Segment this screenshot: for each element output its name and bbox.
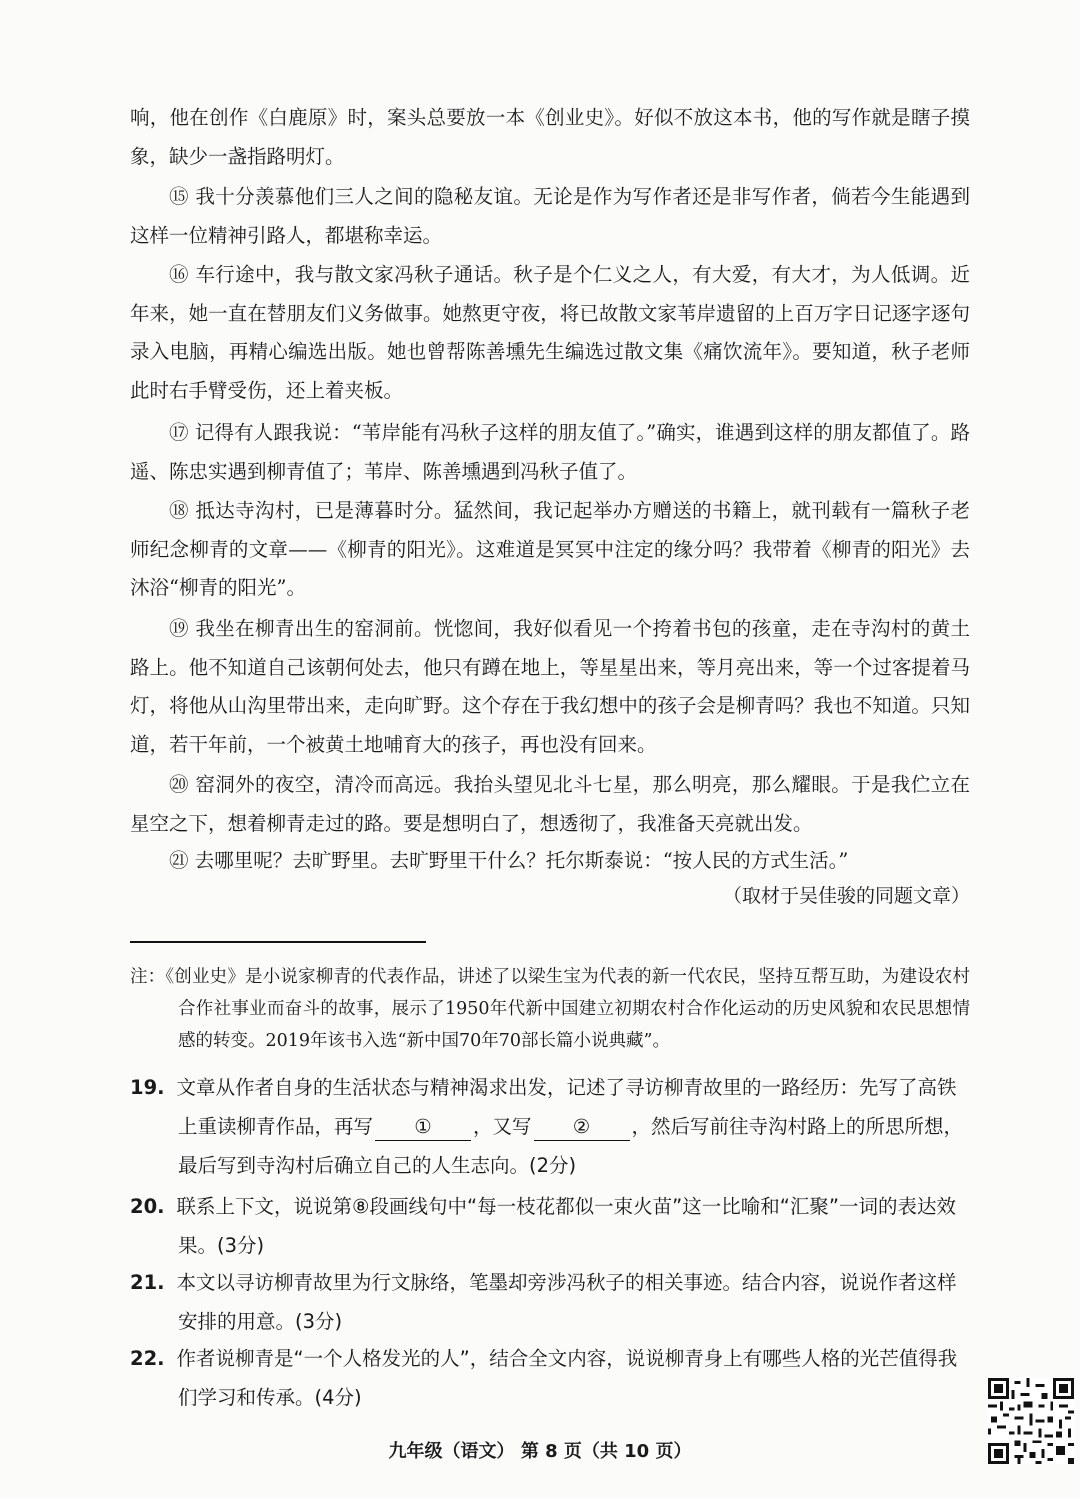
question-text-part1: 文章从作者自身的生活状态与精神渴求出发，记述了寻访柳青故里的一路经历：先写了高铁上重读柳青作品，再写: [176, 1076, 957, 1138]
page-footer: 九年级（语文） 第 8 页（共 10 页）: [388, 1441, 692, 1462]
paragraph-21: ㉑ 去哪里呢？去旷野里。去旷野里干什么？托尔斯泰说：“按人民的方式生活。”: [169, 849, 849, 872]
question-text-part3: ，然后写前往寺沟村路上的所思所想，最后写到寺沟村后确立自己的人生志向。(2分): [178, 1115, 964, 1177]
paragraph-16: ⑯ 车行途中，我与散文家冯秋子通话。秋子是个仁义之人，有大爱，有大才，为人低调。近年来，她一直在替朋友们义务做事。她熬更守夜，将已故散文家苇岸遗留的上百万字日记逐字逐句录入电脑，再精心编选出版。她也曾帮陈善壎先生编选过散文集《痛饮流年》。要知道，秋子老师此时右手臂受伤，还上着夹板。: [130, 263, 970, 402]
answer-blank-2[interactable]: ②: [534, 1114, 630, 1141]
question-number: 22.: [130, 1347, 165, 1370]
question-text-part2: ，又写: [473, 1115, 532, 1138]
question-22: [130, 1339, 975, 1417]
paragraph-17: ⑰ 记得有人跟我说：“苇岸能有冯秋子这样的朋友值了。”确实，谁遇到这样的朋友都值了。路遥、陈忠实遇到柳青值了；苇岸、陈善壎遇到冯秋子值了。: [130, 421, 970, 483]
paragraph-19: ⑲ 我坐在柳青出生的窑洞前。恍惚间，我好似看见一个挎着书包的孩童，走在寺沟村的黄土路上。他不知道自己该朝何处去，他只有蹲在地上，等星星出来，等月亮出来，等一个过客提着马灯，将他从山沟里带出来，走向旷野。这个存在于我幻想中的孩子会是柳青吗？我也不知道。只知道，若干年前，一个被黄土地哺育大的孩子，再也没有回来。: [130, 617, 970, 756]
footnote: 注：《创业史》是小说家柳青的代表作品，讲述了以梁生宝为代表的新一代农民，坚持互帮互助，为建设农村合作社事业而奋斗的故事，展示了1950年代新中国建立初期农村合作化运动的历史风貌和农民思想情感的转变。2019年该书入选“新中国70年70部长篇小说典藏”。: [130, 967, 970, 1051]
question-number: 21.: [130, 1271, 165, 1294]
paragraph-15: ⑮ 我十分羡慕他们三人之间的隐秘友谊。无论是作为写作者还是非写作者，倘若今生能遇到这样一位精神引路人，都堪称幸运。: [130, 185, 970, 247]
paragraph-20: ⑳ 窑洞外的夜空，清冷而高远。我抬头望见北斗七星，那么明亮，那么耀眼。于是我伫立在星空之下，想着柳青走过的路。要是想明白了，想透彻了，我准备天亮就出发。: [130, 773, 970, 835]
question-text: 作者说柳青是“一个人格发光的人”，结合全文内容，说说柳青身上有哪些人格的光芒值得我们学习和传承。(4分): [176, 1347, 958, 1409]
question-19: [130, 1068, 975, 1185]
footnote-divider: [130, 941, 426, 943]
source-attribution: （取材于吴佳骏的同题文章）: [722, 885, 970, 907]
paragraph-18: ⑱ 抵达寺沟村，已是薄暮时分。猛然间，我记起举办方赠送的书籍上，就刊载有一篇秋子老师纪念柳青的文章——《柳青的阳光》。这难道是冥冥中注定的缘分吗？我带着《柳青的阳光》去沐浴“柳青的阳光”。: [130, 499, 970, 599]
question-number: 20.: [130, 1195, 165, 1218]
qr-code-icon: [988, 1378, 1074, 1464]
question-number: 19.: [130, 1076, 165, 1099]
question-21: [130, 1263, 975, 1341]
question-text: 联系上下文，说说第⑧段画线句中“每一枝花都似一束火苗”这一比喻和“汇聚”一词的表达效果。(3分): [176, 1195, 956, 1257]
question-text: 本文以寻访柳青故里为行文脉络，笔墨却旁涉冯秋子的相关事迹。结合内容，说说作者这样安排的用意。(3分): [176, 1271, 957, 1333]
paragraph-continued: 响，他在创作《白鹿原》时，案头总要放一本《创业史》。好似不放这本书，他的写作就是瞎子摸象，缺少一盏指路明灯。: [130, 106, 970, 168]
question-20: [130, 1187, 975, 1265]
answer-blank-1[interactable]: ①: [375, 1114, 471, 1141]
